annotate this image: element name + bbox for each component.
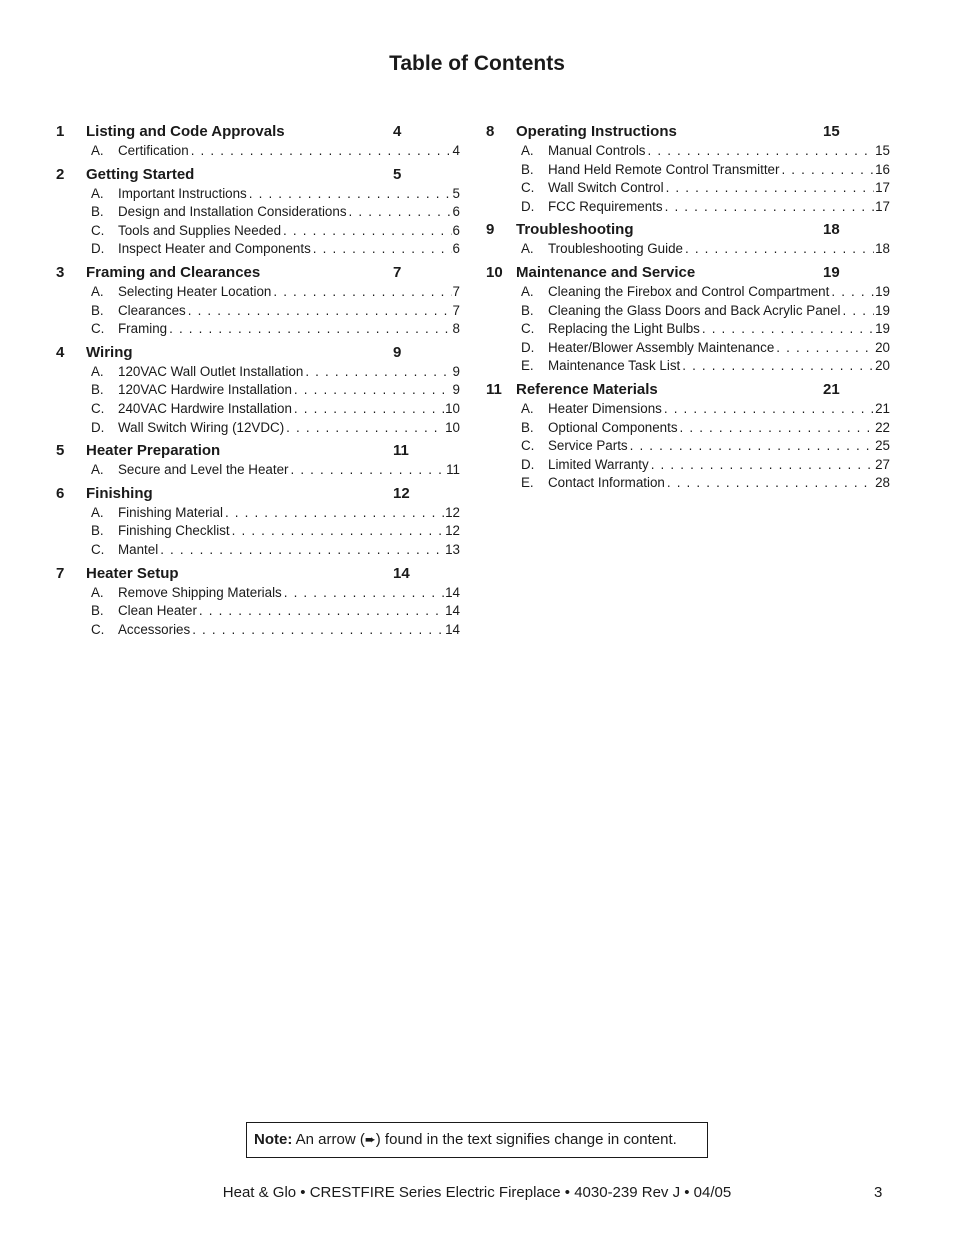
footer-text: Heat & Glo • CRESTFIRE Series Electric Fireplace • 4030-239 Rev J • 04/05 (222, 1184, 732, 1201)
toc-entry-text: Maintenance Task List (548, 358, 681, 374)
toc-entry (56, 302, 460, 321)
toc-entry-letter: B. (521, 419, 534, 435)
toc-entry-page: 9 (452, 382, 460, 398)
toc-entry-page: 20 (875, 358, 890, 374)
toc-entry-letter: C. (521, 438, 535, 454)
dot-leader (781, 161, 874, 180)
toc-entry-letter: A. (521, 143, 534, 158)
toc-section-title: Finishing (86, 484, 153, 502)
toc-entry-page: 15 (875, 143, 890, 158)
dot-leader (685, 240, 874, 259)
toc-entry-letter: B. (91, 302, 104, 318)
toc-entry (486, 302, 890, 321)
page-footer (0, 1183, 954, 1203)
toc-entry-text: Finishing Checklist (118, 523, 230, 539)
toc-section-title: Heater Setup (86, 564, 179, 582)
toc-entry-letter: A. (91, 584, 104, 600)
dot-leader (651, 456, 874, 475)
toc-entry-letter: A. (91, 143, 104, 158)
toc-entry-text: Accessories (118, 621, 191, 637)
toc-entry (56, 240, 460, 259)
toc-entry-text: Cleaning the Firebox and Control Compartment (548, 283, 830, 299)
toc-entry-text: 120VAC Wall Outlet Installation (118, 363, 304, 379)
toc-section-title: Framing and Clearances (86, 263, 261, 281)
toc-entry-letter: C. (91, 222, 105, 238)
toc-entry-text: Secure and Level the Heater (118, 462, 289, 478)
toc-entry (486, 400, 890, 419)
toc-section-number: 5 (56, 442, 65, 460)
toc-entry (56, 419, 460, 438)
toc-entry (56, 522, 460, 541)
toc-entry-text: Contact Information (548, 475, 665, 491)
toc-section (56, 343, 460, 437)
toc-section (56, 441, 460, 480)
toc-entry-text: Finishing Material (118, 504, 223, 520)
toc-entry (56, 602, 460, 621)
toc-section-heading (56, 263, 460, 283)
toc-entry (56, 363, 460, 382)
dot-leader (188, 302, 452, 321)
toc-entry-letter: C. (91, 400, 105, 416)
toc-entry-page: 5 (452, 185, 460, 201)
toc-entry-letter: A. (521, 283, 534, 299)
toc-section-page: 19 (823, 263, 840, 281)
note-text-before: An arrow ( (295, 1131, 365, 1148)
toc-section-page: 21 (823, 380, 840, 398)
toc-entry-page: 4 (452, 143, 460, 158)
toc-entry-letter: B. (521, 302, 534, 318)
toc-entry-letter: A. (521, 241, 534, 257)
toc-section-heading (56, 343, 460, 363)
toc-entry-page: 19 (875, 283, 890, 299)
toc-section-heading (56, 484, 460, 504)
dot-leader (630, 437, 874, 456)
toc-section (56, 484, 460, 560)
toc-section (486, 263, 890, 376)
toc-entry-letter: D. (521, 339, 535, 355)
toc-entry-page: 12 (445, 523, 460, 539)
toc-section-page: 4 (393, 123, 402, 140)
dot-leader (313, 240, 452, 259)
toc-entry-text: Clearances (118, 302, 186, 318)
dot-leader (667, 474, 874, 493)
toc-section (486, 220, 890, 259)
toc-entry (486, 456, 890, 475)
toc-section-page: 18 (823, 221, 840, 239)
toc-section-title: Troubleshooting (516, 221, 634, 239)
toc-entry-page: 17 (875, 198, 890, 214)
toc-section-title: Operating Instructions (516, 123, 677, 140)
dot-leader (294, 381, 452, 400)
toc-section-page: 11 (393, 442, 409, 460)
dot-leader (290, 461, 445, 480)
toc-entry-letter: A. (91, 462, 104, 478)
toc-entry (56, 584, 460, 603)
toc-entry-page: 14 (445, 584, 460, 600)
toc-section (56, 564, 460, 640)
toc-section-number: 3 (56, 263, 65, 281)
toc-entry (56, 400, 460, 419)
toc-section-heading (56, 165, 460, 185)
toc-entry-letter: B. (91, 204, 104, 220)
toc-section-number: 2 (56, 165, 65, 183)
toc-entry-page: 6 (452, 222, 460, 238)
toc-entry-letter: E. (521, 358, 534, 374)
toc-entry-text: Troubleshooting Guide (548, 241, 683, 257)
toc-entry-text: Inspect Heater and Components (118, 241, 311, 257)
toc-entry (486, 357, 890, 376)
toc-entry-text: Design and Installation Considerations (118, 204, 347, 220)
dot-leader (664, 400, 874, 419)
toc-entry-letter: C. (91, 321, 105, 337)
toc-entry (56, 541, 460, 560)
dot-leader (776, 339, 874, 358)
toc-section (486, 122, 890, 216)
toc-entry-letter: A. (521, 400, 534, 416)
toc-entry (486, 198, 890, 217)
toc-section-page: 9 (393, 343, 402, 361)
dot-leader (284, 584, 444, 603)
toc-entry-text: Mantel (118, 541, 159, 557)
dot-leader (666, 179, 875, 198)
toc-entry (56, 461, 460, 480)
dot-leader (702, 320, 874, 339)
toc-section-title: Listing and Code Approvals (86, 123, 285, 140)
toc-section-number: 4 (56, 343, 65, 361)
toc-right-column (486, 122, 890, 497)
toc-entry-page: 19 (875, 302, 890, 318)
toc-section-heading (56, 441, 460, 461)
dot-leader (169, 320, 451, 339)
toc-entry-page: 19 (875, 321, 890, 337)
toc-section-heading (56, 564, 460, 584)
toc-section-number: 11 (486, 380, 502, 398)
toc-entry-text: Heater Dimensions (548, 400, 662, 416)
toc-entry-text: Important Instructions (118, 185, 247, 201)
toc-entry-letter: D. (91, 241, 105, 257)
toc-entry-page: 9 (452, 363, 460, 379)
dot-leader (249, 185, 452, 204)
dot-leader (273, 283, 451, 302)
toc-section-heading (486, 263, 890, 283)
toc-section-number: 10 (486, 263, 503, 281)
toc-entry-text: Service Parts (548, 438, 628, 454)
dot-leader (199, 602, 444, 621)
toc-section-number: 1 (56, 123, 65, 140)
dot-leader (682, 357, 874, 376)
toc-entry-text: Framing (118, 321, 168, 337)
toc-section-number: 6 (56, 484, 65, 502)
toc-entry-letter: D. (91, 419, 105, 435)
dot-leader (191, 142, 452, 161)
dot-leader (192, 621, 444, 640)
dot-leader (648, 142, 875, 161)
toc-entry-letter: E. (521, 475, 534, 491)
toc-section-page: 14 (393, 564, 410, 582)
toc-section-number: 8 (486, 123, 495, 140)
toc-entry-page: 7 (452, 283, 460, 299)
toc-entry-page: 17 (875, 180, 890, 196)
toc-section-title: Getting Started (86, 165, 195, 183)
toc-entry-page: 18 (875, 241, 890, 257)
toc-entry-text: Selecting Heater Location (118, 283, 272, 299)
toc-entry-letter: D. (521, 456, 535, 472)
toc-section-number: 9 (486, 221, 495, 239)
toc-entry-text: Tools and Supplies Needed (118, 222, 282, 238)
toc-section-title: Wiring (86, 343, 133, 361)
dot-leader (305, 363, 451, 382)
toc-entry (486, 320, 890, 339)
dot-leader (294, 400, 444, 419)
toc-entry-page: 10 (445, 400, 460, 416)
toc-entry-letter: B. (91, 603, 104, 619)
toc-entry-page: 12 (445, 504, 460, 520)
toc-entry-letter: B. (521, 161, 534, 177)
toc-entry-page: 14 (445, 603, 460, 619)
toc-entry (56, 381, 460, 400)
toc-entry-letter: A. (91, 504, 104, 520)
toc-section-heading (486, 380, 890, 400)
toc-entry (486, 179, 890, 198)
toc-entry-text: Remove Shipping Materials (118, 584, 282, 600)
toc-entry-letter: D. (521, 198, 535, 214)
toc-section-heading (56, 122, 460, 142)
dot-leader (665, 198, 874, 217)
page-number: 3 (874, 1184, 883, 1201)
toc-entry (56, 142, 460, 161)
toc-section (56, 263, 460, 339)
toc-entry-letter: C. (91, 621, 105, 637)
toc-entry-page: 11 (446, 462, 460, 478)
toc-section-page: 5 (393, 165, 402, 183)
toc-entry-page: 20 (875, 339, 890, 355)
dot-leader (160, 541, 444, 560)
toc-section-title: Reference Materials (516, 380, 658, 398)
dot-leader (286, 419, 444, 438)
page-title: Table of Contents (389, 52, 565, 75)
toc-entry-page: 22 (875, 419, 890, 435)
toc-section-page: 12 (393, 484, 410, 502)
toc-entry-letter: B. (91, 523, 104, 539)
toc-entry (56, 222, 460, 241)
toc-section (486, 380, 890, 493)
toc-section-page: 7 (393, 263, 402, 281)
toc-section-page: 15 (823, 123, 840, 140)
toc-section-title: Heater Preparation (86, 442, 221, 460)
toc-entry (56, 283, 460, 302)
toc-section-title: Maintenance and Service (516, 263, 696, 281)
dot-leader (843, 302, 875, 321)
toc-entry (56, 621, 460, 640)
toc-entry-letter: C. (521, 180, 535, 196)
toc-entry-text: Certification (118, 143, 189, 158)
dot-leader (680, 419, 875, 438)
toc-entry (486, 283, 890, 302)
dot-leader (283, 222, 452, 241)
toc-entry-text: Optional Components (548, 419, 678, 435)
toc-entry-text: Heater/Blower Assembly Maintenance (548, 339, 775, 355)
toc-entry-page: 28 (875, 475, 890, 491)
toc-entry (56, 504, 460, 523)
toc-entry-text: Manual Controls (548, 143, 646, 158)
toc-entry-letter: B. (91, 382, 104, 398)
toc-entry-page: 14 (445, 621, 460, 637)
toc-entry-letter: A. (91, 185, 104, 201)
toc-entry (486, 437, 890, 456)
toc-entry-text: Limited Warranty (548, 456, 649, 472)
toc-entry-text: Replacing the Light Bulbs (548, 321, 700, 337)
toc-entry-page: 10 (445, 419, 460, 435)
toc-section-heading (486, 220, 890, 240)
toc-entry-page: 16 (875, 161, 890, 177)
toc-section-number: 7 (56, 564, 65, 582)
toc-entry (486, 474, 890, 493)
toc-entry-text: 240VAC Hardwire Installation (118, 400, 292, 416)
toc-entry (56, 185, 460, 204)
toc-entry-letter: A. (91, 363, 104, 379)
toc-entry-letter: A. (91, 283, 104, 299)
toc-entry (56, 203, 460, 222)
toc-entry-page: 6 (452, 204, 460, 220)
toc-entry (486, 240, 890, 259)
toc-entry-letter: C. (521, 321, 535, 337)
toc-entry (486, 419, 890, 438)
toc-entry-page: 7 (452, 302, 460, 318)
toc-entry-page: 21 (875, 400, 890, 416)
toc-entry-text: Hand Held Remote Control Transmitter (548, 161, 780, 177)
dot-leader (225, 504, 444, 523)
toc-entry (56, 320, 460, 339)
toc-entry-page: 27 (875, 456, 890, 472)
toc-section (56, 122, 460, 161)
note-box (246, 1122, 708, 1158)
note-label: Note: (254, 1131, 293, 1148)
toc-entry-page: 8 (452, 321, 460, 337)
toc-entry-text: Wall Switch Control (548, 180, 664, 196)
toc-section (56, 165, 460, 259)
toc-entry (486, 142, 890, 161)
toc-entry (486, 339, 890, 358)
toc-entry-text: 120VAC Hardwire Installation (118, 382, 292, 398)
toc-entry-text: FCC Requirements (548, 198, 663, 214)
toc-entry-text: Wall Switch Wiring (12VDC) (118, 419, 285, 435)
toc-entry-text: Cleaning the Glass Doors and Back Acrylic Panel (548, 302, 841, 318)
dot-leader (831, 283, 874, 302)
toc-entry-page: 25 (875, 438, 890, 454)
right-arrow-icon: ➨ (364, 1132, 376, 1147)
toc-entry (486, 161, 890, 180)
note-text-after: ) found in the text signifies change in content. (375, 1131, 677, 1148)
dot-leader (232, 522, 444, 541)
dot-leader (349, 203, 452, 222)
toc-left-column (56, 122, 460, 643)
toc-entry-letter: C. (91, 541, 105, 557)
toc-entry-page: 6 (452, 241, 460, 257)
toc-entry-page: 13 (445, 541, 460, 557)
toc-section-heading (486, 122, 890, 142)
toc-entry-text: Clean Heater (118, 603, 197, 619)
